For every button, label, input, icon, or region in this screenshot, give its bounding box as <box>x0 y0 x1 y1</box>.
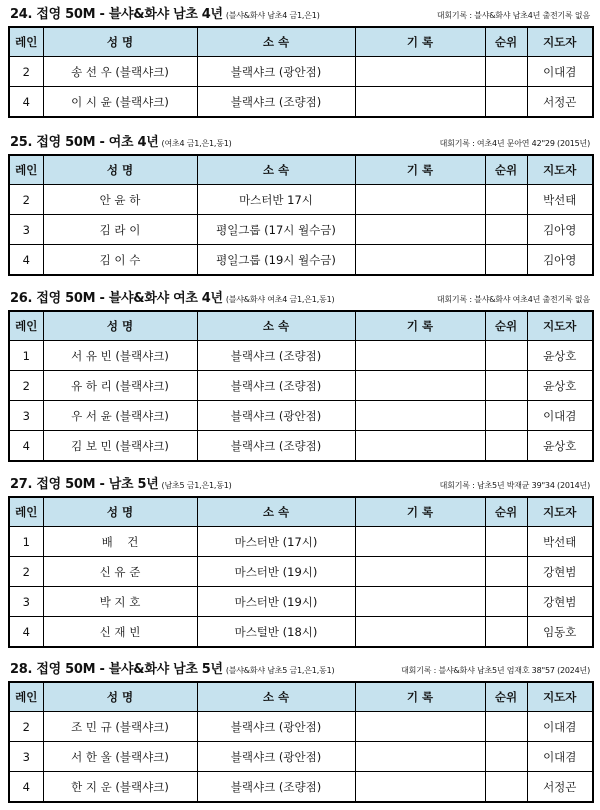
event-header <box>8 128 592 154</box>
lane-cell: 3 <box>9 742 43 772</box>
rank-cell <box>485 527 527 557</box>
header-name: 성 명 <box>43 682 197 712</box>
name-cell: 서 한 울 (블랙샤크) <box>43 742 197 772</box>
rank-cell <box>485 185 527 215</box>
event-title: 24. 접영 50M - 블샤&화샤 남초 4년 (블샤&화샤 남초4 금1,은1) <box>10 7 320 22</box>
header-team: 소 속 <box>197 311 355 341</box>
name-cell: 신 유 준 <box>43 557 197 587</box>
record-cell <box>355 215 485 245</box>
header-lane: 레인 <box>9 311 43 341</box>
header-record: 기 록 <box>355 27 485 57</box>
team-cell: 마스터반 (17시) <box>197 527 355 557</box>
team-cell: 마스터반 17시 <box>197 185 355 215</box>
event-header <box>8 470 592 496</box>
team-cell: 블랙샤크 (조량점) <box>197 371 355 401</box>
coach-cell: 서정곤 <box>527 772 593 803</box>
header-record: 기 록 <box>355 311 485 341</box>
header-lane: 레인 <box>9 497 43 527</box>
coach-cell: 강현범 <box>527 587 593 617</box>
lane-cell: 2 <box>9 712 43 742</box>
team-cell: 마스터반 (19시) <box>197 587 355 617</box>
event-24 <box>8 0 592 118</box>
coach-cell: 김아영 <box>527 215 593 245</box>
header-rank: 순위 <box>485 155 527 185</box>
record-cell <box>355 57 485 87</box>
name-cell: 김 라 이 <box>43 215 197 245</box>
header-team: 소 속 <box>197 682 355 712</box>
record-cell <box>355 772 485 803</box>
name-cell: 배 건 <box>43 527 197 557</box>
table-row <box>9 87 593 118</box>
table-row <box>9 185 593 215</box>
team-cell: 평일그룹 (19시 월수금) <box>197 245 355 276</box>
table-row <box>9 371 593 401</box>
header-record: 기 록 <box>355 497 485 527</box>
team-cell: 블랙샤크 (조량점) <box>197 341 355 371</box>
coach-cell: 박선태 <box>527 527 593 557</box>
record-cell <box>355 527 485 557</box>
table-row <box>9 57 593 87</box>
table-row <box>9 401 593 431</box>
lane-cell: 3 <box>9 401 43 431</box>
record-cell <box>355 341 485 371</box>
table-row <box>9 587 593 617</box>
heat-table <box>8 26 594 118</box>
header-rank: 순위 <box>485 682 527 712</box>
rank-cell <box>485 87 527 118</box>
lane-cell: 4 <box>9 431 43 462</box>
record-cell <box>355 245 485 276</box>
name-cell: 안 윤 하 <box>43 185 197 215</box>
coach-cell: 김아영 <box>527 245 593 276</box>
header-row <box>9 682 593 712</box>
header-coach: 지도자 <box>527 497 593 527</box>
name-cell: 서 유 빈 (블랙샤크) <box>43 341 197 371</box>
header-team: 소 속 <box>197 155 355 185</box>
event-28 <box>8 655 592 803</box>
header-row <box>9 311 593 341</box>
rank-cell <box>485 341 527 371</box>
team-cell: 블랙샤크 (조량점) <box>197 772 355 803</box>
header-coach: 지도자 <box>527 155 593 185</box>
lane-cell: 2 <box>9 185 43 215</box>
lane-cell: 1 <box>9 527 43 557</box>
header-lane: 레인 <box>9 155 43 185</box>
event-subtitle: (블샤&화샤 여초4 금1,은1,동1) <box>225 295 335 304</box>
header-lane: 레인 <box>9 682 43 712</box>
name-cell: 신 재 빈 <box>43 617 197 648</box>
event-header <box>8 655 592 681</box>
table-row <box>9 557 593 587</box>
rank-cell <box>485 245 527 276</box>
heat-table <box>8 154 594 276</box>
record-cell <box>355 87 485 118</box>
name-cell: 송 선 우 (블랙샤크) <box>43 57 197 87</box>
record-cell <box>355 371 485 401</box>
header-rank: 순위 <box>485 497 527 527</box>
team-cell: 블랙샤크 (광안점) <box>197 742 355 772</box>
record-cell <box>355 742 485 772</box>
lane-cell: 3 <box>9 215 43 245</box>
table-row <box>9 245 593 276</box>
lane-cell: 2 <box>9 57 43 87</box>
lane-cell: 4 <box>9 772 43 803</box>
event-subtitle: (남초5 금1,은1,동1) <box>161 481 232 490</box>
meet-record: 대회기록 : 남초5년 박재균 39"34 (2014년) <box>439 481 590 490</box>
coach-cell: 이대겸 <box>527 712 593 742</box>
name-cell: 김 이 수 <box>43 245 197 276</box>
rank-cell <box>485 431 527 462</box>
name-cell: 유 하 리 (블랙샤크) <box>43 371 197 401</box>
meet-record: 대회기록 : 블샤&화샤 여초4년 출전기록 없음 <box>436 295 590 304</box>
header-row <box>9 155 593 185</box>
lane-cell: 4 <box>9 617 43 648</box>
coach-cell: 윤상호 <box>527 341 593 371</box>
coach-cell: 서정곤 <box>527 87 593 118</box>
coach-cell: 강현범 <box>527 557 593 587</box>
heat-table <box>8 681 594 803</box>
header-record: 기 록 <box>355 682 485 712</box>
event-title: 27. 접영 50M - 남초 5년 (남초5 금1,은1,동1) <box>10 477 232 492</box>
name-cell: 김 보 민 (블랙샤크) <box>43 431 197 462</box>
table-row <box>9 341 593 371</box>
team-cell: 평일그룹 (17시 월수금) <box>197 215 355 245</box>
rank-cell <box>485 742 527 772</box>
table-row <box>9 742 593 772</box>
rank-cell <box>485 401 527 431</box>
coach-cell: 이대겸 <box>527 742 593 772</box>
table-row <box>9 527 593 557</box>
header-name: 성 명 <box>43 155 197 185</box>
header-name: 성 명 <box>43 497 197 527</box>
record-cell <box>355 401 485 431</box>
record-cell <box>355 712 485 742</box>
record-cell <box>355 557 485 587</box>
lane-cell: 3 <box>9 587 43 617</box>
event-26 <box>8 284 592 462</box>
table-row <box>9 431 593 462</box>
coach-cell: 이대겸 <box>527 57 593 87</box>
record-cell <box>355 185 485 215</box>
record-cell <box>355 617 485 648</box>
header-name: 성 명 <box>43 27 197 57</box>
rank-cell <box>485 215 527 245</box>
header-rank: 순위 <box>485 27 527 57</box>
name-cell: 이 시 윤 (블랙샤크) <box>43 87 197 118</box>
event-title: 28. 접영 50M - 블샤&화샤 남초 5년 (블샤&화샤 남초5 금1,은1,동1) <box>10 662 335 677</box>
rank-cell <box>485 772 527 803</box>
event-header <box>8 284 592 310</box>
table-row <box>9 617 593 648</box>
lane-cell: 1 <box>9 341 43 371</box>
meet-record: 대회기록 : 블샤&화샤 남초5년 엄재호 38"57 (2024년) <box>401 666 590 675</box>
lane-cell: 4 <box>9 87 43 118</box>
event-header <box>8 0 592 26</box>
event-title: 26. 접영 50M - 블샤&화샤 여초 4년 (블샤&화샤 여초4 금1,은1,동1) <box>10 291 335 306</box>
team-cell: 블랙샤크 (조량점) <box>197 87 355 118</box>
header-record: 기 록 <box>355 155 485 185</box>
rank-cell <box>485 557 527 587</box>
event-25 <box>8 128 592 276</box>
header-coach: 지도자 <box>527 311 593 341</box>
header-coach: 지도자 <box>527 682 593 712</box>
heat-table <box>8 496 594 648</box>
coach-cell: 이대겸 <box>527 401 593 431</box>
table-row <box>9 215 593 245</box>
event-subtitle: (블샤&화샤 남초4 금1,은1) <box>225 11 320 20</box>
team-cell: 블랙샤크 (광안점) <box>197 57 355 87</box>
name-cell: 우 서 윤 (블랙샤크) <box>43 401 197 431</box>
heat-table <box>8 310 594 462</box>
header-coach: 지도자 <box>527 27 593 57</box>
header-rank: 순위 <box>485 311 527 341</box>
header-team: 소 속 <box>197 497 355 527</box>
lane-cell: 2 <box>9 557 43 587</box>
coach-cell: 박선태 <box>527 185 593 215</box>
team-cell: 블랙샤크 (광안점) <box>197 712 355 742</box>
name-cell: 조 민 규 (블랙샤크) <box>43 712 197 742</box>
record-cell <box>355 587 485 617</box>
team-cell: 마스터반 (19시) <box>197 557 355 587</box>
rank-cell <box>485 617 527 648</box>
table-row <box>9 772 593 803</box>
rank-cell <box>485 712 527 742</box>
event-27 <box>8 470 592 648</box>
header-name: 성 명 <box>43 311 197 341</box>
event-title: 25. 접영 50M - 여초 4년 (여초4 금1,은1,동1) <box>10 135 232 150</box>
header-row <box>9 27 593 57</box>
meet-record: 대회기록 : 여초4년 문아연 42"29 (2015년) <box>439 139 590 148</box>
name-cell: 박 지 호 <box>43 587 197 617</box>
name-cell: 한 지 운 (블랙샤크) <box>43 772 197 803</box>
team-cell: 블랙샤크 (광안점) <box>197 401 355 431</box>
team-cell: 블랙샤크 (조량점) <box>197 431 355 462</box>
coach-cell: 윤상호 <box>527 371 593 401</box>
lane-cell: 4 <box>9 245 43 276</box>
record-cell <box>355 431 485 462</box>
table-row <box>9 712 593 742</box>
coach-cell: 임동호 <box>527 617 593 648</box>
team-cell: 마스털반 (18시) <box>197 617 355 648</box>
header-row <box>9 497 593 527</box>
coach-cell: 윤상호 <box>527 431 593 462</box>
rank-cell <box>485 371 527 401</box>
rank-cell <box>485 587 527 617</box>
meet-record: 대회기록 : 블샤&화샤 남초4년 출전기록 없음 <box>436 11 590 20</box>
header-lane: 레인 <box>9 27 43 57</box>
event-subtitle: (블샤&화샤 남초5 금1,은1,동1) <box>225 666 335 675</box>
event-subtitle: (여초4 금1,은1,동1) <box>161 139 232 148</box>
rank-cell <box>485 57 527 87</box>
header-team: 소 속 <box>197 27 355 57</box>
lane-cell: 2 <box>9 371 43 401</box>
